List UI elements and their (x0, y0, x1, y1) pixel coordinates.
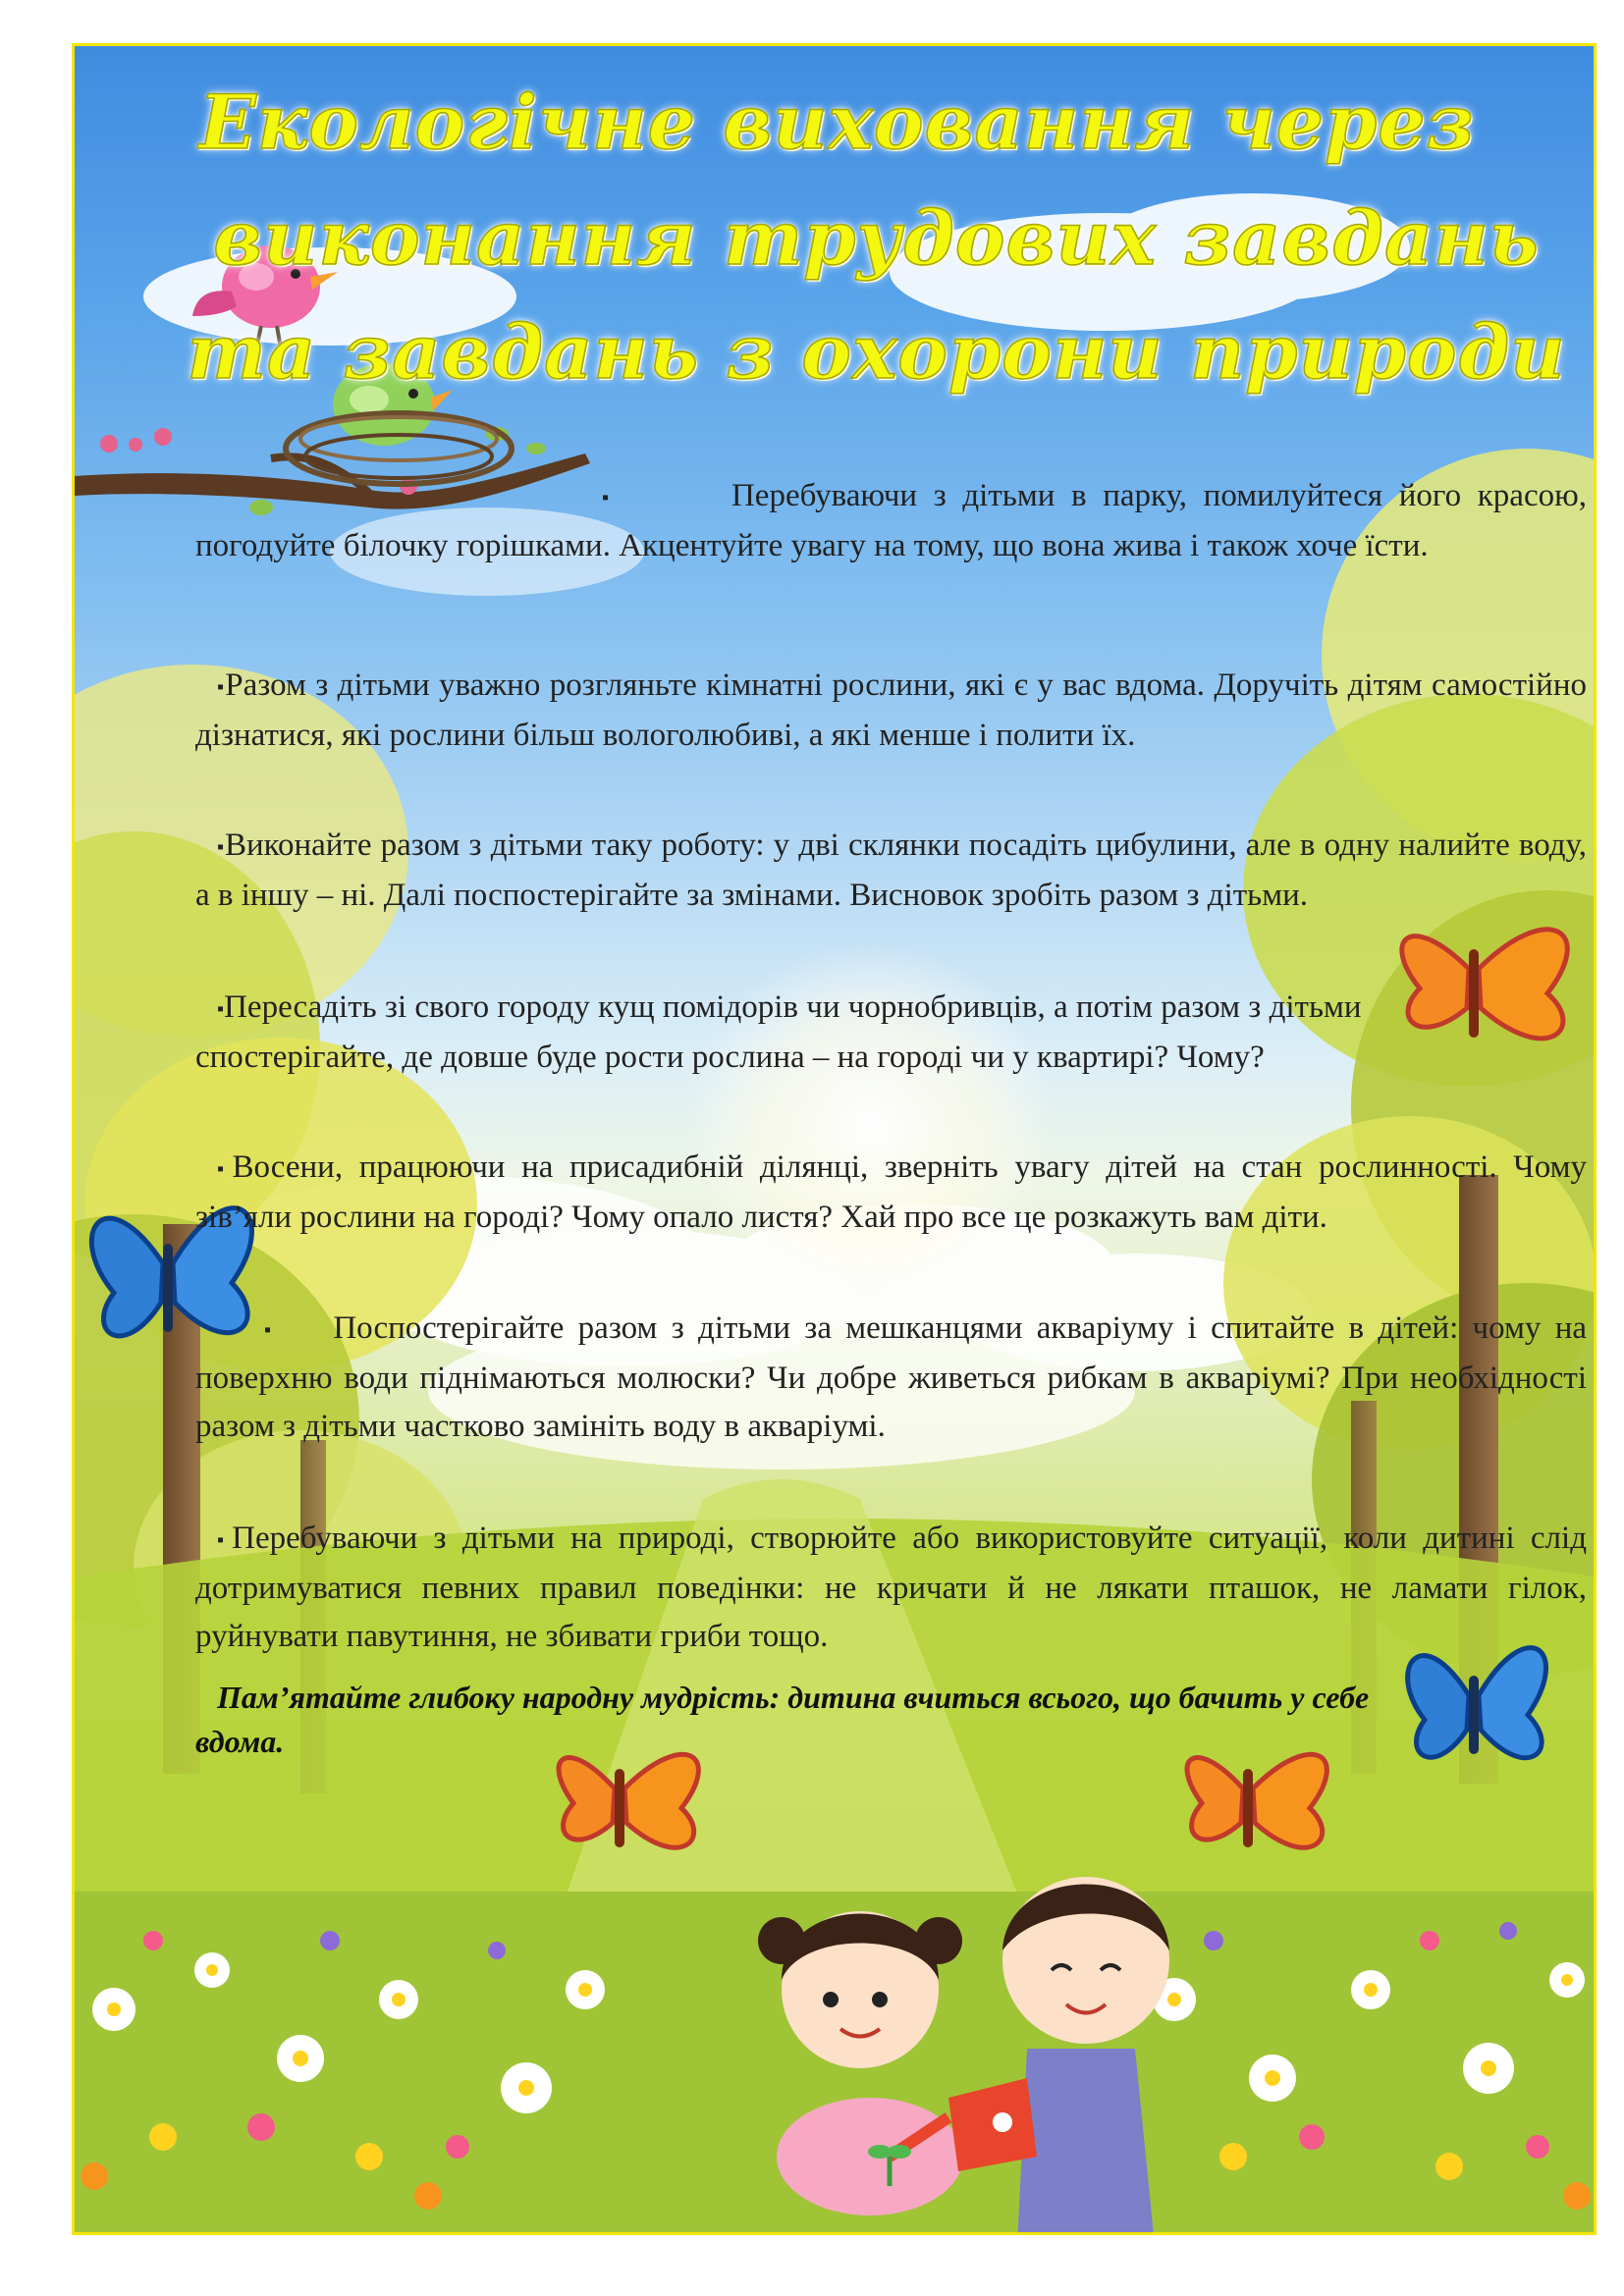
bullet-icon: ▪ (217, 1528, 233, 1551)
bullet-icon: ▪ (217, 1157, 233, 1180)
paragraph-1-text: Перебуваючи з дітьми в парку, помилуйтеся його красою, погодуйте білочку горішками. Акцентуйте увагу на тому, що вона жива і також хоче їсти. (195, 478, 1587, 563)
title-line-2: виконання трудових завдань (213, 194, 1540, 282)
paragraph-2 (195, 662, 1587, 760)
bullet-icon: ▪ (264, 1318, 278, 1341)
paragraph-3 (195, 822, 1587, 920)
paragraph-6-text: Поспостерігайте разом з дітьми за мешканцями акваріуму і спитайте в дітей: чому на поверхню води піднімаються молюски? Чи добре живеться рибкам в акваріумі? При необхідності разом з дітьми частково замініть воду в акваріумі. (195, 1310, 1588, 1444)
paragraph-7 (195, 1515, 1587, 1661)
bullet-icon: ▪ (217, 997, 225, 1020)
wisdom-quote: Пам’ятайте глибоку народну мудрість: дитина вчиться всього, що бачить у себе вдома. (195, 1680, 1370, 1759)
poster-frame (72, 43, 1597, 2235)
paragraph-5-text: Восени, працюючи на присадибній ділянці, зверніть увагу дітей на стан рослинності. Чому зів’яли рослини на городі? Чому опало листя? Хай про все це розкажуть вам діти. (195, 1149, 1587, 1235)
paragraph-6 (195, 1305, 1587, 1451)
paragraph-4-text: Пересадіть зі свого городу кущ помідорів чи чорнобривців, а потім разом з дітьми спостерігайте, де довше буде рости рослина – на городі чи у квартирі? Чому? (195, 989, 1362, 1075)
paragraph-1 (195, 472, 1587, 570)
paragraph-4 (195, 984, 1413, 1082)
title-line-3: та завдань з охорони природи (187, 308, 1566, 396)
paragraph-2-text: Разом з дітьми уважно розгляньте кімнатні рослини, які є у вас вдома. Доручіть дітям самостійно дізнатися, які рослини більш вологолюбиві, а які менше і полити їх. (195, 667, 1587, 753)
paragraph-5 (195, 1144, 1587, 1242)
bullet-icon: ▪ (602, 486, 618, 508)
paragraph-7-text: Перебуваючи з дітьми на природі, створюйте або використовуйте ситуації, коли дитині слід дотримуватися певних правил поведінки: не кричати й не лякати пташок, не ламати гілок, руйнувати павутиння, не збивати гриби тощо. (195, 1521, 1587, 1654)
bullet-icon: ▪ (217, 675, 226, 698)
paragraph-3-text: Виконайте разом з дітьми таку роботу: у дві склянки посадіть цибулини, але в одну налийте воду, а в іншу – ні. Далі поспостерігайте за змінами. Висновок зробіть разом з дітьми. (195, 828, 1587, 913)
bullet-icon: ▪ (217, 835, 225, 858)
title-line-1: Екологічне виховання через (198, 79, 1476, 166)
